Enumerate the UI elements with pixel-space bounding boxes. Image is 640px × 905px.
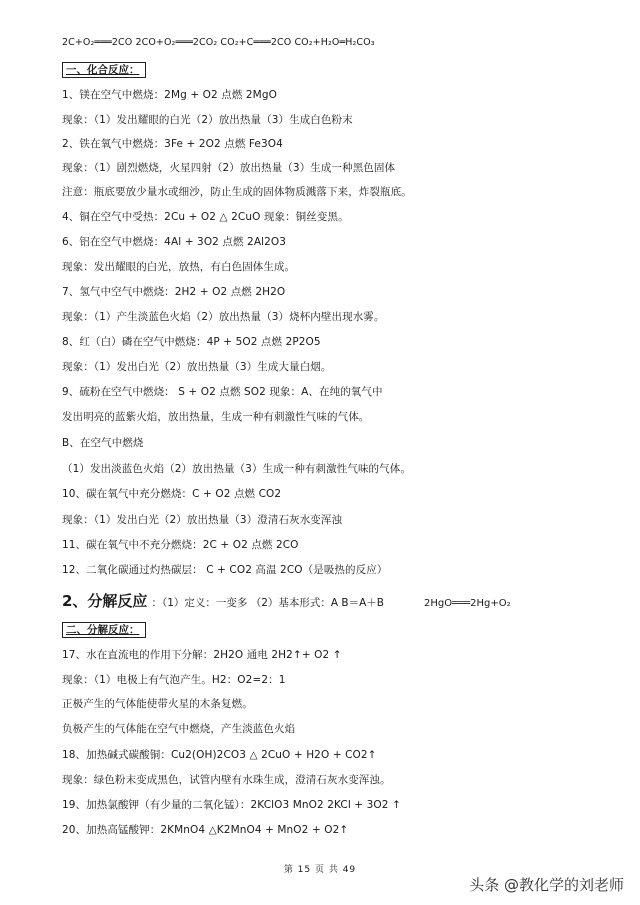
text-line: 8、红（白）磷在空气中燃烧：4P + 5O2 点燃 2P2O5 xyxy=(62,336,321,348)
text-line: 现象：（1）剧烈燃烧，火星四射（2）放出热量（3）生成一种黑色固体 xyxy=(62,162,396,174)
text-line: 现象：（1）发出白光（2）放出热量（3）澄清石灰水变浑浊 xyxy=(62,514,343,526)
decomposition-heading-definition: ：（1）定义：一变多 （2）基本形式：A B＝A＋B xyxy=(151,597,385,609)
text-line: 现象：发出耀眼的白光，放热，有白色固体生成。 xyxy=(62,261,296,273)
text-line: 负极产生的气体能在空气中燃烧，产生淡蓝色火焰 xyxy=(62,723,296,735)
decomposition-heading xyxy=(62,592,511,613)
text-line: 11、碳在氧气中不充分燃烧：2C + O2 点燃 2CO xyxy=(62,539,299,551)
text-line: 发出明亮的蓝紫火焰，放出热量，生成一种有刺激性气味的气体。 xyxy=(62,411,370,423)
top-formula-line: 2C+O₂═══2CO 2CO+O₂═══2CO₂ CO₂+C═══2CO CO₂+H₂O═H₂CO₃ xyxy=(62,37,375,48)
page-number-footer: 第 15 页 共 49 xyxy=(283,865,357,875)
text-line: 注意：瓶底要放少量水或细沙，防止生成的固体物质溅落下来，炸裂瓶底。 xyxy=(62,186,412,198)
text-line: 现象：（1）发出耀眼的白光（2）放出热量（3）生成白色粉末 xyxy=(62,114,353,126)
decomposition-heading-formula: 2HgO═══2Hg+O₂ xyxy=(424,598,511,609)
watermark: 头条 @教化学的刘老师 xyxy=(469,876,624,894)
text-line: 现象：（1）产生淡蓝色火焰（2）放出热量（3）烧杯内壁出现水雾。 xyxy=(62,311,385,323)
text-line: 4、铜在空气中受热：2Cu + O2 △ 2CuO 现象：铜丝变黑。 xyxy=(62,211,349,223)
text-line: 正极产生的气体能使带火星的木条复燃。 xyxy=(62,698,253,710)
text-line: 17、水在直流电的作用下分解：2H2O 通电 2H2↑+ O2 ↑ xyxy=(62,649,342,661)
text-line: 19、加热氯酸钾（有少量的二氧化锰）：2KClO3 MnO2 2KCl + 3O2 ↑ xyxy=(62,799,401,811)
text-line: 7、氢气中空气中燃烧：2H2 + O2 点燃 2H2O xyxy=(62,286,286,298)
text-line: 现象：（1）电极上有气泡产生。H2：O2=2：1 xyxy=(62,674,286,686)
text-line: 现象：（1）发出白光（2）放出热量（3）生成大量白烟。 xyxy=(62,361,332,373)
text-line: 20、加热高锰酸钾：2KMnO4 △K2MnO4 + MnO2 + O2↑ xyxy=(62,824,349,836)
text-line: 1、镁在空气中燃烧：2Mg + O2 点燃 2MgO xyxy=(62,89,277,101)
text-line: 18、加热碱式碳酸铜：Cu2(OH)2CO3 △ 2CuO + H2O + CO2↑ xyxy=(62,749,377,761)
text-line: B、在空气中燃烧 xyxy=(62,437,144,449)
text-line: 12、二氧化碳通过灼热碳层： C + CO2 高温 2CO（是吸热的反应） xyxy=(62,564,388,576)
decomposition-heading-title: 2、分解反应 xyxy=(62,592,148,610)
text-line: 9、硫粉在空气中燃烧： S + O2 点燃 SO2 现象：A、在纯的氧气中 xyxy=(62,386,383,398)
text-line: 6、铝在空气中燃烧：4Al + 3O2 点燃 2Al2O3 xyxy=(62,236,287,248)
text-line: （1）发出淡蓝色火焰（2）放出热量（3）生成一种有刺激性气味的气体。 xyxy=(62,463,411,475)
section-title-combination: 一、化合反应： xyxy=(62,62,146,78)
text-line: 2、铁在氧气中燃烧：3Fe + 2O2 点燃 Fe3O4 xyxy=(62,138,283,150)
text-line: 10、碳在氧气中充分燃烧：C + O2 点燃 CO2 xyxy=(62,488,282,500)
section-title-decomposition: 二、分解反应： xyxy=(62,622,146,638)
text-line: 现象：绿色粉末变成黑色，试管内壁有水珠生成，澄清石灰水变浑浊。 xyxy=(62,774,391,786)
